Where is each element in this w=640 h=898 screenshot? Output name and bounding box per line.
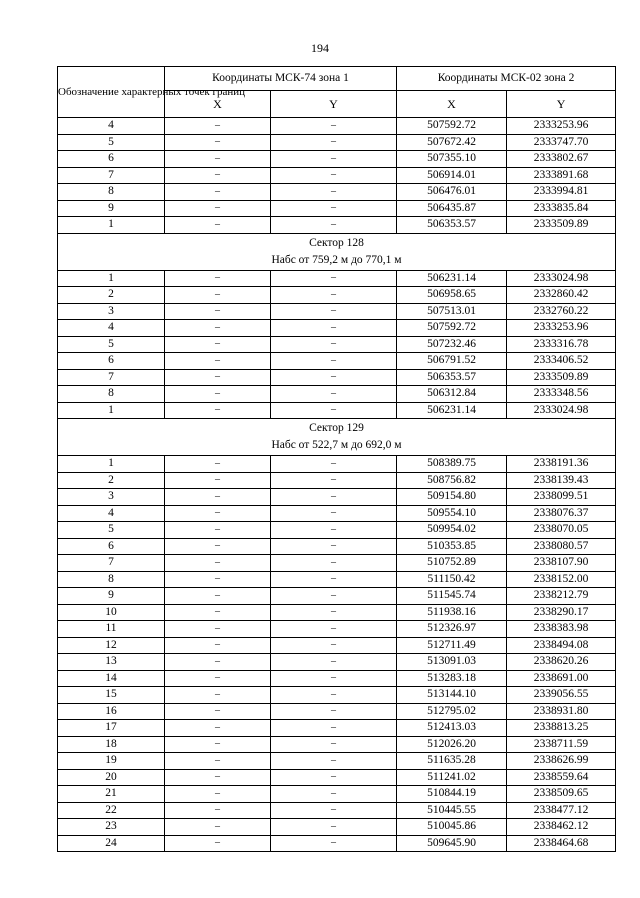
msk02-x-cell: 511635.28 xyxy=(397,753,507,770)
msk02-y-cell: 2338383.98 xyxy=(507,621,616,638)
msk02-x-cell: 506312.84 xyxy=(397,386,507,403)
msk02-x-cell: 512413.03 xyxy=(397,720,507,737)
msk74-x-cell: – xyxy=(165,522,271,539)
point-cell: 10 xyxy=(58,604,165,621)
msk02-y-cell: 2338462.12 xyxy=(507,819,616,836)
msk02-y-cell: 2338212.79 xyxy=(507,588,616,605)
msk74-x-cell: – xyxy=(165,320,271,337)
msk74-x-cell: – xyxy=(165,270,271,287)
msk74-x-cell: – xyxy=(165,670,271,687)
msk02-x-cell: 510844.19 xyxy=(397,786,507,803)
msk02-x-cell: 506476.01 xyxy=(397,184,507,201)
msk74-x-cell: – xyxy=(165,753,271,770)
msk02-x-header: X xyxy=(397,90,507,117)
msk74-x-cell: – xyxy=(165,151,271,168)
msk02-x-cell: 512026.20 xyxy=(397,736,507,753)
msk74-y-cell: – xyxy=(271,786,397,803)
table-row xyxy=(58,217,616,234)
table-row xyxy=(58,604,616,621)
msk02-y-header: Y xyxy=(507,90,616,117)
msk74-x-cell: – xyxy=(165,687,271,704)
msk74-y-cell: – xyxy=(271,703,397,720)
table-row xyxy=(58,720,616,737)
point-cell: 7 xyxy=(58,555,165,572)
msk02-x-cell: 506231.14 xyxy=(397,270,507,287)
msk02-x-cell: 510445.55 xyxy=(397,802,507,819)
msk74-y-cell: – xyxy=(271,200,397,217)
table-row xyxy=(58,167,616,184)
table-row xyxy=(58,522,616,539)
msk02-x-cell: 507592.72 xyxy=(397,118,507,135)
msk02-y-cell: 2333024.98 xyxy=(507,270,616,287)
msk02-y-cell: 2338711.59 xyxy=(507,736,616,753)
sector-title: Сектор 128 xyxy=(309,236,364,249)
msk74-x-cell: – xyxy=(165,353,271,370)
msk74-y-cell: – xyxy=(271,489,397,506)
msk74-y-cell: – xyxy=(271,505,397,522)
point-cell: 14 xyxy=(58,670,165,687)
point-cell: 6 xyxy=(58,353,165,370)
table-row xyxy=(58,670,616,687)
msk74-x-header: X xyxy=(165,90,271,117)
table-row xyxy=(58,753,616,770)
table-row xyxy=(58,819,616,836)
msk02-y-cell: 2338620.26 xyxy=(507,654,616,671)
msk74-x-cell: – xyxy=(165,571,271,588)
point-cell: 1 xyxy=(58,456,165,473)
msk74-x-cell: – xyxy=(165,720,271,737)
msk02-y-cell: 2333253.96 xyxy=(507,320,616,337)
msk74-x-cell: – xyxy=(165,402,271,419)
msk74-y-cell: – xyxy=(271,336,397,353)
table-row xyxy=(58,336,616,353)
msk74-x-cell: – xyxy=(165,802,271,819)
point-cell: 12 xyxy=(58,637,165,654)
point-cell: 3 xyxy=(58,303,165,320)
msk02-x-cell: 512795.02 xyxy=(397,703,507,720)
table-row xyxy=(58,571,616,588)
msk74-x-cell: – xyxy=(165,786,271,803)
point-cell: 15 xyxy=(58,687,165,704)
msk02-y-cell: 2338099.51 xyxy=(507,489,616,506)
point-cell: 11 xyxy=(58,621,165,638)
msk02-x-cell: 506958.65 xyxy=(397,287,507,304)
msk74-y-cell: – xyxy=(271,769,397,786)
msk02-x-cell: 510353.85 xyxy=(397,538,507,555)
point-cell: 5 xyxy=(58,522,165,539)
msk02-y-cell: 2338559.64 xyxy=(507,769,616,786)
table-row xyxy=(58,287,616,304)
msk02-y-cell: 2338494.08 xyxy=(507,637,616,654)
msk74-x-cell: – xyxy=(165,472,271,489)
msk74-x-cell: – xyxy=(165,287,271,304)
msk02-y-cell: 2338107.90 xyxy=(507,555,616,572)
msk02-y-cell: 2338691.00 xyxy=(507,670,616,687)
table-row xyxy=(58,118,616,135)
msk02-y-cell: 2333024.98 xyxy=(507,402,616,419)
msk02-x-cell: 510752.89 xyxy=(397,555,507,572)
msk02-x-cell: 507672.42 xyxy=(397,134,507,151)
msk74-y-cell: – xyxy=(271,736,397,753)
msk74-x-cell: – xyxy=(165,489,271,506)
sector-header-row xyxy=(58,233,616,270)
msk02-y-cell: 2333891.68 xyxy=(507,167,616,184)
point-cell: 7 xyxy=(58,369,165,386)
msk02-y-cell: 2338464.68 xyxy=(507,835,616,852)
point-cell: 17 xyxy=(58,720,165,737)
point-cell: 8 xyxy=(58,386,165,403)
msk02-y-cell: 2338931.80 xyxy=(507,703,616,720)
point-cell: 1 xyxy=(58,270,165,287)
sector-header xyxy=(58,419,616,456)
table-row xyxy=(58,472,616,489)
point-cell: 24 xyxy=(58,835,165,852)
table-row xyxy=(58,786,616,803)
table-row xyxy=(58,200,616,217)
msk02-x-cell: 507513.01 xyxy=(397,303,507,320)
table-row xyxy=(58,802,616,819)
msk74-y-cell: – xyxy=(271,456,397,473)
table-row xyxy=(58,505,616,522)
msk74-x-cell: – xyxy=(165,637,271,654)
msk02-x-cell: 509154.80 xyxy=(397,489,507,506)
msk74-y-cell: – xyxy=(271,184,397,201)
msk74-y-cell: – xyxy=(271,670,397,687)
msk74-y-cell: – xyxy=(271,270,397,287)
table-row xyxy=(58,369,616,386)
msk74-x-cell: – xyxy=(165,386,271,403)
msk02-y-cell: 2338290.17 xyxy=(507,604,616,621)
msk02-y-cell: 2333747.70 xyxy=(507,134,616,151)
msk74-x-cell: – xyxy=(165,654,271,671)
point-cell: 16 xyxy=(58,703,165,720)
msk74-y-cell: – xyxy=(271,604,397,621)
table-row xyxy=(58,555,616,572)
table-row xyxy=(58,687,616,704)
msk74-x-cell: – xyxy=(165,621,271,638)
table-row xyxy=(58,402,616,419)
msk02-x-cell: 506914.01 xyxy=(397,167,507,184)
point-cell: 20 xyxy=(58,769,165,786)
msk74-y-cell: – xyxy=(271,654,397,671)
msk02-x-cell: 506435.87 xyxy=(397,200,507,217)
msk74-x-cell: – xyxy=(165,736,271,753)
sector-header-row xyxy=(58,419,616,456)
point-cell: 19 xyxy=(58,753,165,770)
point-designation-header: Обозначение характерных точек границ xyxy=(58,67,165,118)
msk74-y-cell: – xyxy=(271,538,397,555)
table-row xyxy=(58,835,616,852)
msk02-x-cell: 513091.03 xyxy=(397,654,507,671)
msk02-y-cell: 2333509.89 xyxy=(507,369,616,386)
msk02-y-cell: 2333253.96 xyxy=(507,118,616,135)
table-row xyxy=(58,703,616,720)
sector-elevation: Набс от 759,2 м до 770,1 м xyxy=(271,253,402,266)
msk02-x-cell: 506353.57 xyxy=(397,217,507,234)
msk74-y-cell: – xyxy=(271,402,397,419)
msk02-x-cell: 508756.82 xyxy=(397,472,507,489)
point-cell: 22 xyxy=(58,802,165,819)
msk74-x-cell: – xyxy=(165,538,271,555)
msk74-y-cell: – xyxy=(271,802,397,819)
msk74-x-cell: – xyxy=(165,303,271,320)
point-cell: 7 xyxy=(58,167,165,184)
msk02-x-cell: 513144.10 xyxy=(397,687,507,704)
coordinates-table xyxy=(57,66,616,852)
table-row xyxy=(58,654,616,671)
point-cell: 8 xyxy=(58,571,165,588)
msk02-x-cell: 511938.16 xyxy=(397,604,507,621)
table-row xyxy=(58,456,616,473)
msk74-y-cell: – xyxy=(271,819,397,836)
msk74-y-header: Y xyxy=(271,90,397,117)
sector-header xyxy=(58,233,616,270)
msk74-x-cell: – xyxy=(165,118,271,135)
msk74-y-cell: – xyxy=(271,621,397,638)
msk02-x-cell: 506231.14 xyxy=(397,402,507,419)
msk74-y-cell: – xyxy=(271,151,397,168)
msk74-header: Координаты МСК-74 зона 1 xyxy=(165,67,397,91)
msk02-x-cell: 506791.52 xyxy=(397,353,507,370)
msk02-y-cell: 2338076.37 xyxy=(507,505,616,522)
msk02-x-cell: 509554.10 xyxy=(397,505,507,522)
msk74-y-cell: – xyxy=(271,118,397,135)
msk74-y-cell: – xyxy=(271,134,397,151)
msk74-x-cell: – xyxy=(165,369,271,386)
msk02-y-cell: 2333316.78 xyxy=(507,336,616,353)
msk02-y-cell: 2338139.43 xyxy=(507,472,616,489)
msk74-x-cell: – xyxy=(165,769,271,786)
msk74-y-cell: – xyxy=(271,472,397,489)
msk02-y-cell: 2333406.52 xyxy=(507,353,616,370)
point-cell: 4 xyxy=(58,118,165,135)
msk74-y-cell: – xyxy=(271,217,397,234)
msk02-y-cell: 2333348.56 xyxy=(507,386,616,403)
msk02-x-cell: 507232.46 xyxy=(397,336,507,353)
msk02-x-cell: 509954.02 xyxy=(397,522,507,539)
msk02-x-cell: 511150.42 xyxy=(397,571,507,588)
msk74-x-cell: – xyxy=(165,505,271,522)
table-body xyxy=(58,118,616,852)
point-cell: 21 xyxy=(58,786,165,803)
table-row xyxy=(58,320,616,337)
table-row xyxy=(58,353,616,370)
table-header xyxy=(58,67,616,118)
msk02-x-cell: 513283.18 xyxy=(397,670,507,687)
msk74-y-cell: – xyxy=(271,687,397,704)
table-row xyxy=(58,151,616,168)
point-cell: 2 xyxy=(58,287,165,304)
msk74-x-cell: – xyxy=(165,336,271,353)
msk02-y-cell: 2338191.36 xyxy=(507,456,616,473)
point-cell: 6 xyxy=(58,538,165,555)
msk02-y-cell: 2338813.25 xyxy=(507,720,616,737)
table-row xyxy=(58,184,616,201)
msk74-x-cell: – xyxy=(165,184,271,201)
sector-elevation: Набс от 522,7 м до 692,0 м xyxy=(271,439,402,451)
msk74-x-cell: – xyxy=(165,217,271,234)
point-cell: 1 xyxy=(58,402,165,419)
table-row xyxy=(58,386,616,403)
msk02-x-cell: 510045.86 xyxy=(397,819,507,836)
table-row xyxy=(58,303,616,320)
msk74-y-cell: – xyxy=(271,287,397,304)
point-cell: 5 xyxy=(58,134,165,151)
table-row xyxy=(58,270,616,287)
point-cell: 9 xyxy=(58,200,165,217)
msk74-y-cell: – xyxy=(271,320,397,337)
msk02-y-cell: 2338509.65 xyxy=(507,786,616,803)
msk74-y-cell: – xyxy=(271,720,397,737)
msk02-y-cell: 2338626.99 xyxy=(507,753,616,770)
point-cell: 23 xyxy=(58,819,165,836)
msk74-y-cell: – xyxy=(271,835,397,852)
msk02-x-cell: 508389.75 xyxy=(397,456,507,473)
table-row xyxy=(58,588,616,605)
table-row xyxy=(58,489,616,506)
msk74-y-cell: – xyxy=(271,753,397,770)
msk02-header: Координаты МСК-02 зона 2 xyxy=(397,67,616,91)
msk74-x-cell: – xyxy=(165,835,271,852)
msk74-x-cell: – xyxy=(165,703,271,720)
msk02-y-cell: 2338152.00 xyxy=(507,571,616,588)
msk74-x-cell: – xyxy=(165,819,271,836)
table-row xyxy=(58,538,616,555)
table-row xyxy=(58,769,616,786)
msk74-y-cell: – xyxy=(271,555,397,572)
msk02-y-cell: 2333509.89 xyxy=(507,217,616,234)
point-cell: 3 xyxy=(58,489,165,506)
point-cell: 4 xyxy=(58,320,165,337)
point-cell: 5 xyxy=(58,336,165,353)
msk74-x-cell: – xyxy=(165,167,271,184)
table-row xyxy=(58,621,616,638)
msk74-y-cell: – xyxy=(271,571,397,588)
msk02-y-cell: 2332760.22 xyxy=(507,303,616,320)
point-cell: 18 xyxy=(58,736,165,753)
msk02-x-cell: 511241.02 xyxy=(397,769,507,786)
point-cell: 4 xyxy=(58,505,165,522)
point-cell: 1 xyxy=(58,217,165,234)
msk02-y-cell: 2333802.67 xyxy=(507,151,616,168)
msk74-x-cell: – xyxy=(165,200,271,217)
point-cell: 8 xyxy=(58,184,165,201)
msk74-x-cell: – xyxy=(165,555,271,572)
point-cell: 6 xyxy=(58,151,165,168)
msk02-y-cell: 2333835.84 xyxy=(507,200,616,217)
msk02-y-cell: 2332860.42 xyxy=(507,287,616,304)
msk74-y-cell: – xyxy=(271,167,397,184)
msk02-x-cell: 511545.74 xyxy=(397,588,507,605)
msk74-y-cell: – xyxy=(271,522,397,539)
msk02-y-cell: 2338477.12 xyxy=(507,802,616,819)
msk02-y-cell: 2338070.05 xyxy=(507,522,616,539)
msk02-x-cell: 512711.49 xyxy=(397,637,507,654)
msk74-y-cell: – xyxy=(271,637,397,654)
msk02-x-cell: 507355.10 xyxy=(397,151,507,168)
point-cell: 9 xyxy=(58,588,165,605)
msk74-y-cell: – xyxy=(271,386,397,403)
msk02-x-cell: 512326.97 xyxy=(397,621,507,638)
msk02-y-cell: 2339056.55 xyxy=(507,687,616,704)
msk74-x-cell: – xyxy=(165,604,271,621)
msk74-x-cell: – xyxy=(165,456,271,473)
point-cell: 2 xyxy=(58,472,165,489)
point-cell: 13 xyxy=(58,654,165,671)
table-row xyxy=(58,134,616,151)
sector-title: Сектор 129 xyxy=(309,422,364,434)
msk74-y-cell: – xyxy=(271,353,397,370)
msk02-x-cell: 507592.72 xyxy=(397,320,507,337)
table-row xyxy=(58,637,616,654)
msk74-x-cell: – xyxy=(165,588,271,605)
msk74-y-cell: – xyxy=(271,369,397,386)
msk74-y-cell: – xyxy=(271,588,397,605)
msk02-y-cell: 2338080.57 xyxy=(507,538,616,555)
page-number: 194 xyxy=(311,41,329,55)
msk02-x-cell: 509645.90 xyxy=(397,835,507,852)
msk74-x-cell: – xyxy=(165,134,271,151)
msk74-y-cell: – xyxy=(271,303,397,320)
msk02-x-cell: 506353.57 xyxy=(397,369,507,386)
table-row xyxy=(58,736,616,753)
msk02-y-cell: 2333994.81 xyxy=(507,184,616,201)
